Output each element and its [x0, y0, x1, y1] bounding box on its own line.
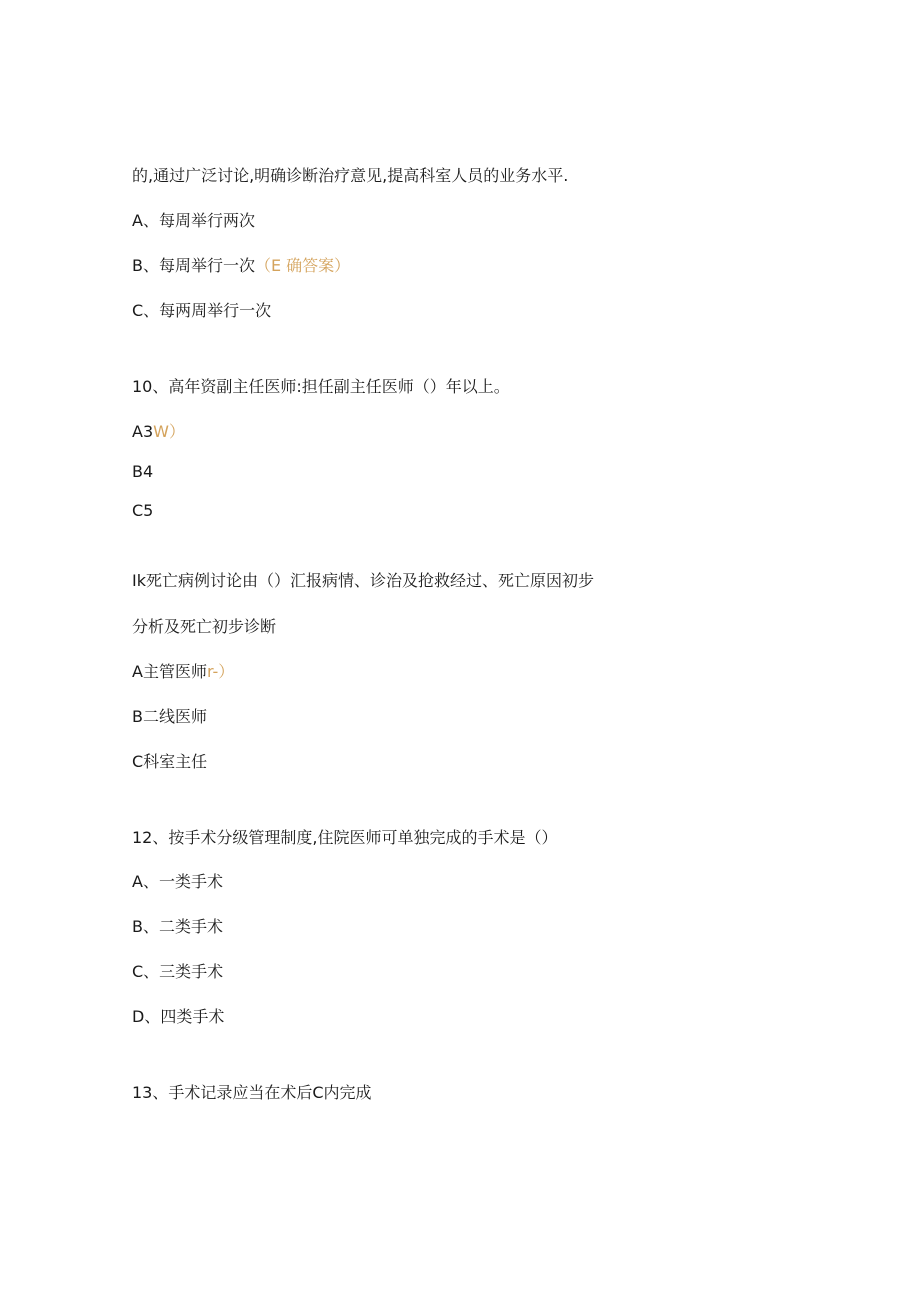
option-11b: B二线医师 — [132, 707, 207, 726]
option-11a: A主管医师r-） — [132, 662, 235, 681]
option-9a: A、每周举行两次 — [132, 211, 255, 230]
question-13: 13、手术记录应当在术后C内完成 — [132, 1083, 372, 1102]
option-10b: B4 — [132, 462, 154, 481]
answer-marker: W） — [153, 422, 185, 441]
option-12a: A、一类手术 — [132, 872, 223, 891]
option-11c: C科室主任 — [132, 752, 208, 771]
question-9-continuation: 的,通过广泛讨论,明确诊断治疗意见,提高科室人员的业务水平. — [132, 166, 569, 185]
question-10: 10、高年资副主任医师:担任副主任医师（）年以上。 — [132, 377, 510, 396]
option-12b: B、二类手术 — [132, 917, 223, 936]
question-11: Ik死亡病例讨论由（）汇报病情、诊治及抢救经过、死亡原因初步 — [132, 571, 594, 590]
option-9c: C、每两周举行一次 — [132, 301, 272, 320]
option-9b: B、每周举行一次（E 确答案） — [132, 256, 351, 275]
answer-marker: r-） — [206, 662, 235, 681]
option-10a: A3W） — [132, 422, 185, 441]
question-12: 12、按手术分级管理制度,住院医师可单独完成的手术是（） — [132, 828, 558, 847]
option-12d: D、四类手术 — [132, 1007, 225, 1026]
option-10c: C5 — [132, 501, 154, 520]
option-12c: C、三类手术 — [132, 962, 224, 981]
answer-marker: （E 确答案） — [254, 256, 351, 275]
question-11-continuation: 分析及死亡初步诊断 — [132, 617, 277, 636]
